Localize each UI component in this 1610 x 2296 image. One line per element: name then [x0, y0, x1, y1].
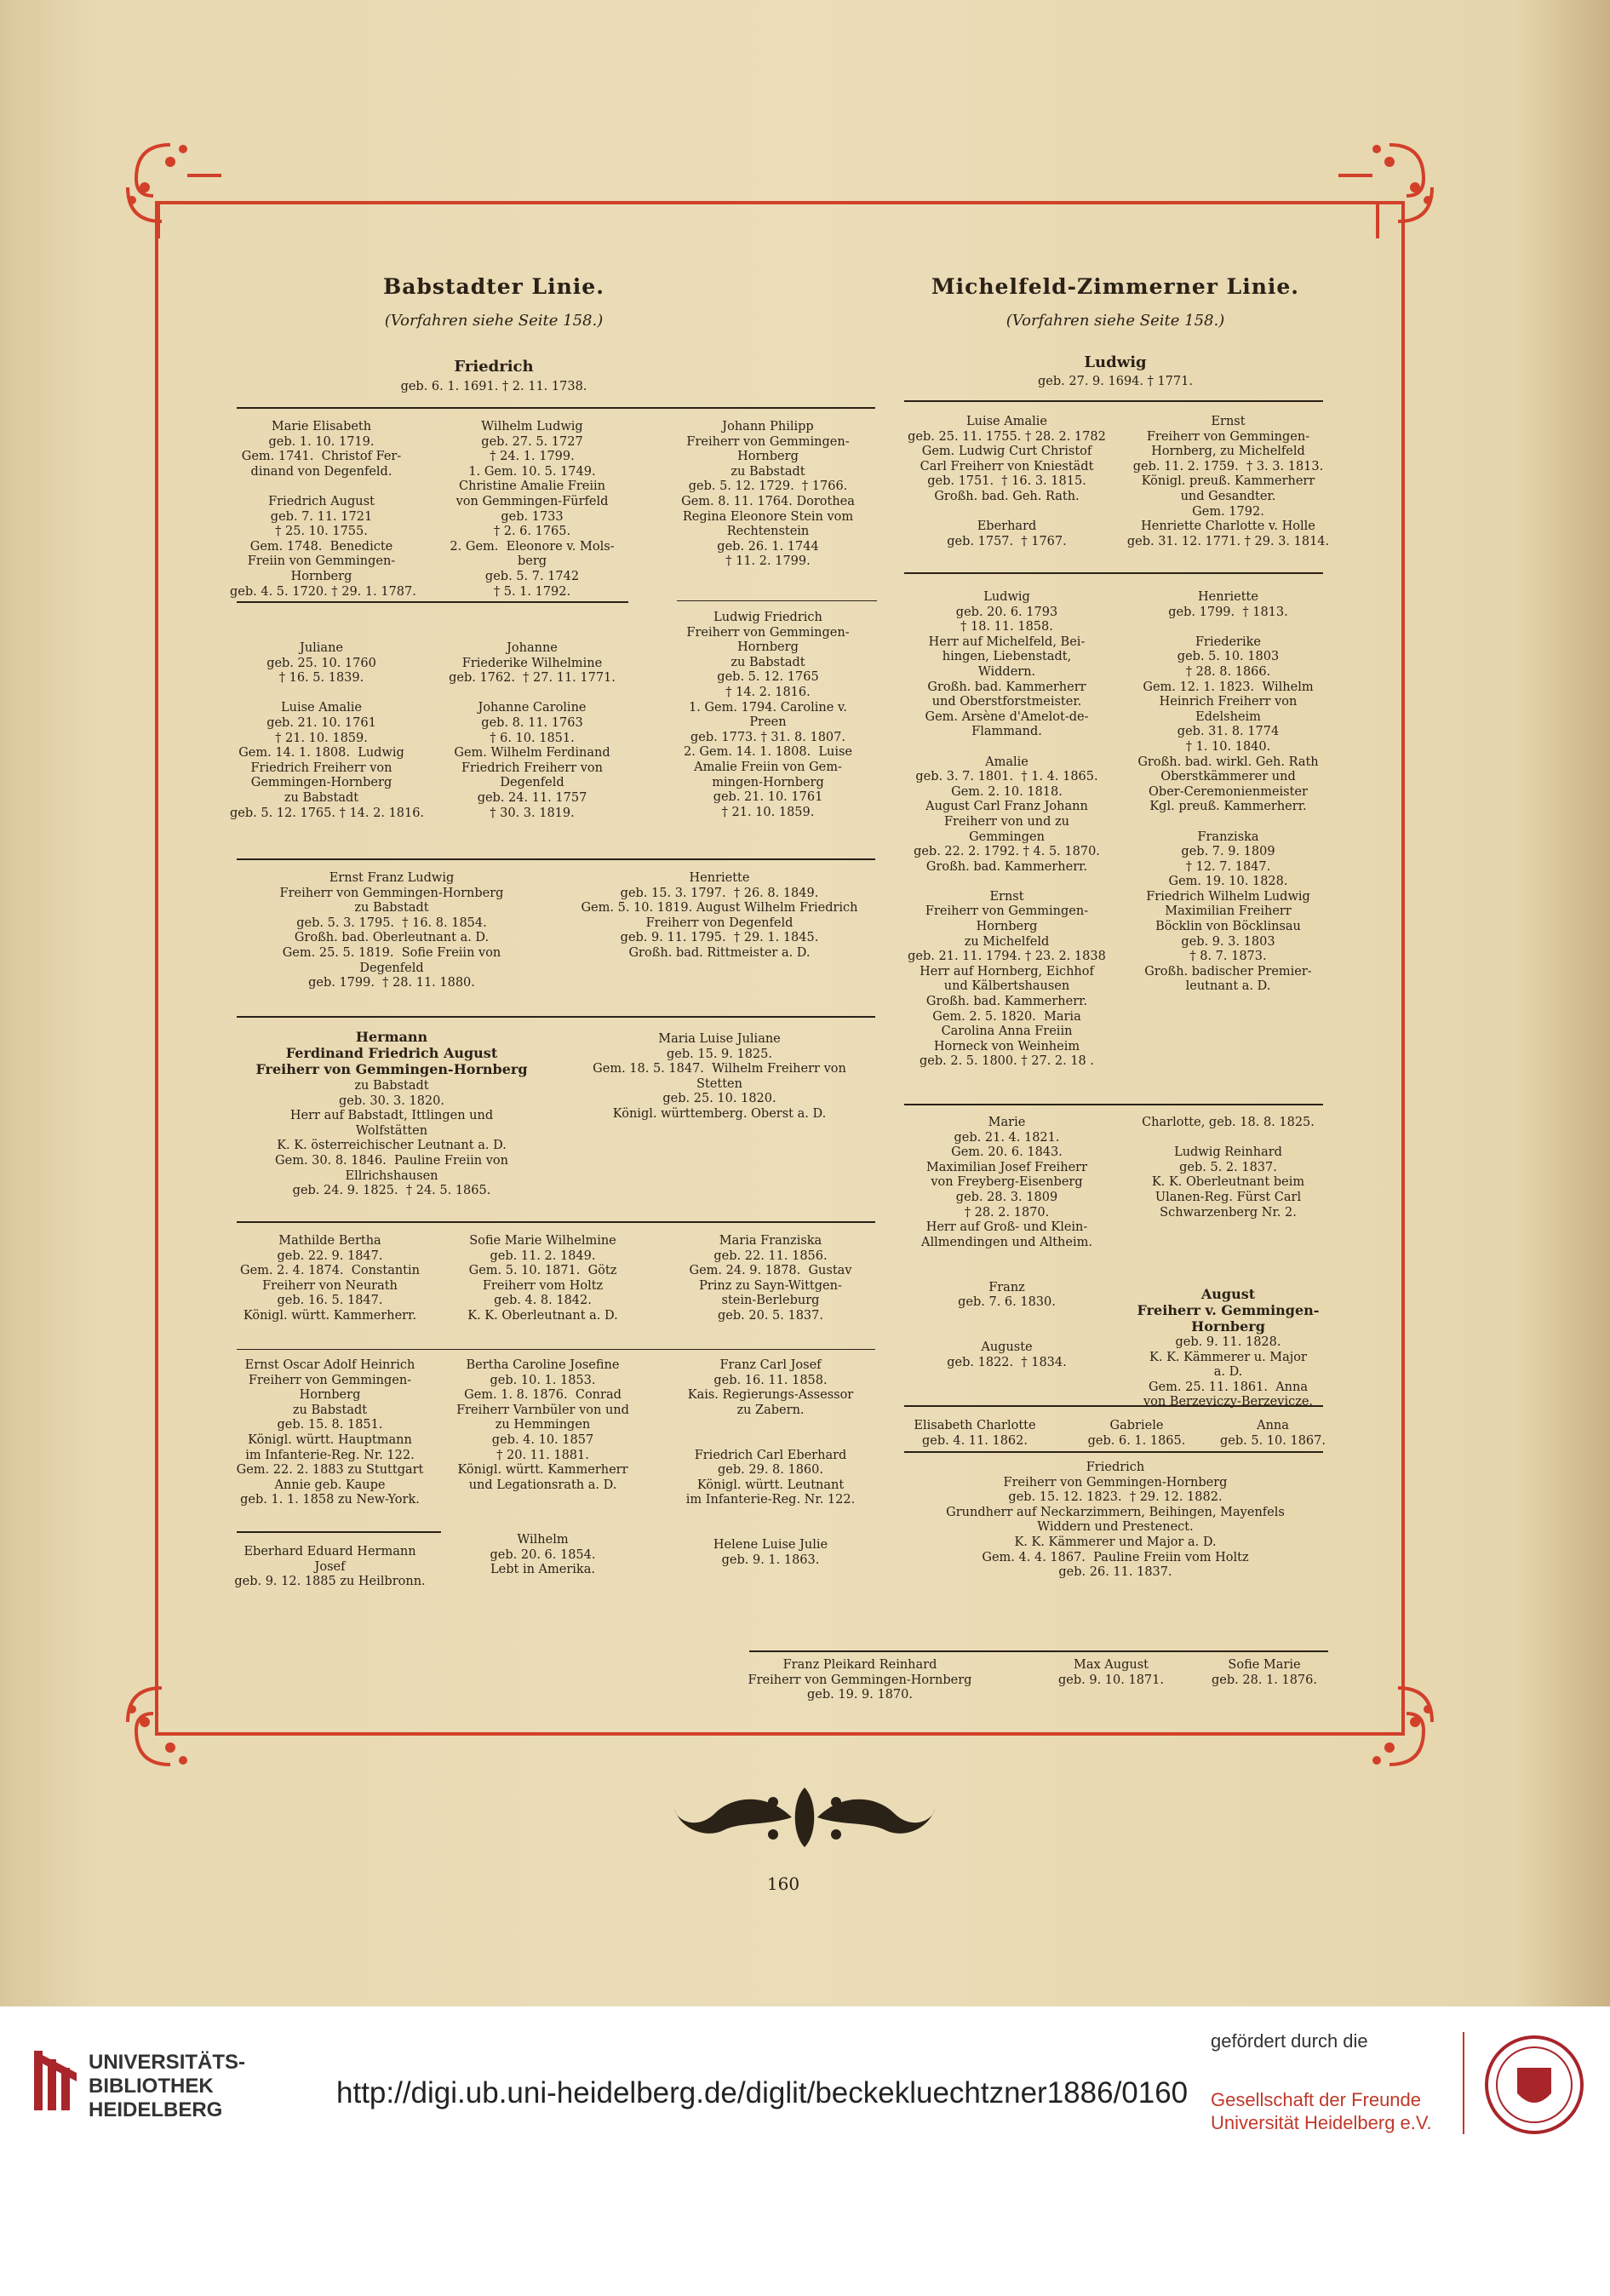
- divider: [1463, 2032, 1464, 2134]
- corner-ornament-icon: [1338, 1671, 1441, 1773]
- right-august-name: August Freiherr v. Gemmingen- Hornberg: [1137, 1286, 1320, 1335]
- right-c4-col2: Gabriele geb. 6. 1. 1865.: [1087, 1419, 1186, 1448]
- left-b7-col2: Wilhelm geb. 20. 6. 1854. Lebt in Amerika.: [490, 1533, 596, 1577]
- divider: [237, 858, 875, 860]
- left-b1-col1: Marie Elisabeth geb. 1. 10. 1719. Gem. 1741. Christof Fer- dinand von Degenfeld. Friedrich August geb. 7. 11. 1721 † 25. 10. 1755. Gem. 1748. Benedicte Freiin von Gemmingen- Hornberg geb. 4. 5. 1720. † 29. 1. 1787.: [230, 420, 416, 599]
- divider: [237, 1531, 441, 1533]
- divider: [904, 572, 1323, 574]
- right-c3-col1: Marie geb. 21. 4. 1821. Gem. 20. 6. 1843. Maximilian Josef Freiherr von Freyberg-Eisenberg geb. 28. 3. 1809 † 28. 2. 1870. Herr auf Groß- und Klein- Allmendingen und Altheim. Franz geb. 7. 6. 1830. Auguste geb. 1822. † 1834.: [921, 1116, 1092, 1369]
- right-c3-col2: Charlotte, geb. 18. 8. 1825. Ludwig Reinhard geb. 5. 2. 1837. K. K. Oberleutnant beim Ulanen-Reg. Fürst Carl Schwarzenberg Nr. 2.: [1142, 1116, 1315, 1220]
- left-b2-col2: Johanne Friederike Wilhelmine geb. 1762. † 27. 11. 1771. Johanne Caroline geb. 8. 11. 1763 † 6. 10. 1851. Gem. Wilhelm Ferdinand Friedrich Freiherr von Degenfeld geb. 24. 11. 1757 † 30. 3. 1819.: [449, 641, 616, 820]
- corner-ornament-icon: [119, 1671, 221, 1773]
- divider: [237, 1221, 875, 1223]
- right-c2-col2: Henriette geb. 1799. † 1813. Friederike geb. 5. 10. 1803 † 28. 8. 1866. Gem. 12. 1. 1823. Wilhelm Heinrich Freiherr von Edelsheim geb. 31. 8. 1774 † 1. 10. 1840. Großh. bad. wirkl. Geh. Rath Oberstkämmerer und Ober-Ceremonienmeister Kgl. preuß. Kammerherr. Franziska geb. 7. 9. 1809 † 12. 7. 1847. Gem. 19. 10. 1828. Friedrich Wilhelm Ludwig Maximilian Freiherr Böcklin von Böcklinsau geb. 9. 3. 1803 † 8. 7. 1873. Großh. badischer Premier- leutnant a. D.: [1137, 590, 1319, 994]
- left-b2-col3: Ludwig Friedrich Freiherr von Gemmingen- Hornberg zu Babstadt geb. 5. 12. 1765 † 14. 2. 1816. 1. Gem. 1794. Caroline v. Preen geb. 1773. † 31. 8. 1807. 2. Gem. 14. 1. 1808. Luise Amalie Freiin von Gem- mingen-Hornberg geb. 21. 10. 1761 † 21. 10. 1859.: [683, 611, 853, 819]
- corner-ornament-icon: [1338, 136, 1441, 238]
- right-c6-col3: Sofie Marie geb. 28. 1. 1876.: [1212, 1658, 1317, 1687]
- left-root-name: Friedrich: [454, 358, 534, 376]
- left-b5-col3: Maria Franziska geb. 22. 11. 1856. Gem. 24. 9. 1878. Gustav Prinz zu Sayn-Wittgen- stein-Berleburg geb. 20. 5. 1837.: [689, 1234, 852, 1323]
- divider: [237, 1349, 875, 1350]
- left-b7-col3: Helene Luise Julie geb. 9. 1. 1863.: [713, 1538, 828, 1567]
- left-line-subtitle: (Vorfahren siehe Seite 158.): [384, 312, 604, 330]
- right-c2-col1: Ludwig geb. 20. 6. 1793 † 18. 11. 1858. Herr auf Michelfeld, Bei- hingen, Liebenstadt, Widdern. Großh. bad. Kammerherr und Oberstforstmeister. Gem. Arsène d'Amelot-de- Flammand. Amalie geb. 3. 7. 1801. † 1. 4. 1865. Gem. 2. 10. 1818. August Carl Franz Johann Freiherr von und zu Gemmingen geb. 22. 2. 1792. † 4. 5. 1870. Großh. bad. Kammerherr. Ernst Freiherr von Gemmingen- Hornberg zu Michelfeld geb. 21. 11. 1794. † 23. 2. 1838 Herr auf Hornberg, Eichhof und Kälbertshausen Großh. bad. Kammerherr. Gem. 2. 5. 1820. Maria Carolina Anna Freiin Horneck von Weinheim geb. 2. 5. 1800. † 27. 2. 18 .: [908, 590, 1106, 1069]
- library-name: UNIVERSITÄTS- BIBLIOTHEK HEIDELBERG: [89, 2051, 246, 2121]
- left-b6-col3: Franz Carl Josef geb. 16. 11. 1858. Kais. Regierungs-Assessor zu Zabern. Friedrich Carl Eberhard geb. 29. 8. 1860. Königl. württ. Leutnant im Infanterie-Reg. Nr. 122.: [685, 1358, 856, 1507]
- right-c4-col1: Elisabeth Charlotte geb. 4. 11. 1862.: [914, 1419, 1036, 1448]
- left-b1-col3: Johann Philipp Freiherr von Gemmingen- Hornberg zu Babstadt geb. 5. 12. 1729. † 1766. Gem. 8. 11. 1764. Dorothea Regina Eleonore Stein vom Rechtenstein geb. 26. 1. 1744 † 11. 2. 1799.: [681, 420, 855, 569]
- corner-ornament-icon: [119, 136, 221, 238]
- left-b1-col2: Wilhelm Ludwig geb. 27. 5. 1727 † 24. 1. 1799. 1. Gem. 10. 5. 1749. Christine Amalie Freiin von Gemmingen-Fürfeld geb. 1733 † 2. 6. 1765. 2. Gem. Eleonore v. Mols- berg geb. 5. 7. 1742 † 5. 1. 1792.: [450, 420, 615, 599]
- divider: [237, 407, 875, 409]
- divider: [904, 1405, 1323, 1407]
- divider: [904, 1451, 1323, 1453]
- divider: [749, 1650, 1328, 1652]
- divider: [904, 400, 1323, 402]
- divider: [677, 600, 877, 601]
- library-logo-icon: [31, 2047, 80, 2114]
- left-b3-col1: Ernst Franz Ludwig Freiherr von Gemmingen-Hornberg zu Babstadt geb. 5. 3. 1795. † 16. 8. 1854. Großh. bad. Oberleutnant a. D. Gem. 25. 5. 1819. Sofie Freiin von Degenfeld geb. 1799. † 28. 11. 1880.: [279, 871, 504, 990]
- right-august-text: geb. 9. 11. 1828. K. K. Kämmerer u. Major a. D. Gem. 25. 11. 1861. Anna von Berzeviczy-Berzevicze.: [1143, 1335, 1314, 1409]
- left-root-dates: geb. 6. 1. 1691. † 2. 11. 1738.: [400, 380, 587, 393]
- source-url-link[interactable]: http://digi.ub.uni-heidelberg.de/diglit/beckekluechtzner1886/0160: [336, 2076, 1189, 2109]
- left-b6-col2: Bertha Caroline Josefine geb. 10. 1. 1853. Gem. 1. 8. 1876. Conrad Freiherr Varnbüler von und zu Hemmingen geb. 4. 10. 1857 † 20. 11. 1881. Königl. württ. Kammerherr und Legationsrath a. D.: [456, 1358, 629, 1492]
- right-root-dates: geb. 27. 9. 1694. † 1771.: [1038, 375, 1193, 388]
- divider: [904, 1104, 1323, 1105]
- right-c1-col1: Luise Amalie geb. 25. 11. 1755. † 28. 2. 1782 Gem. Ludwig Curt Christof Carl Freiherr von Kniestädt geb. 1751. † 16. 3. 1815. Großh. bad. Geh. Rath. Eberhard geb. 1757. † 1767.: [908, 415, 1106, 548]
- divider: [237, 601, 628, 603]
- left-b4-name: Hermann Ferdinand Friedrich August Freiherr von Gemmingen-Hornberg: [255, 1029, 528, 1077]
- left-b2-col1: Juliane geb. 25. 10. 1760 † 16. 5. 1839. Luise Amalie geb. 21. 10. 1761 † 21. 10. 1859. Gem. 14. 1. 1808. Ludwig Friedrich Freiherr von Gemmingen-Hornberg zu Babstadt geb. 5. 12. 1765. † 14. 2. 1816.: [230, 641, 425, 820]
- vignette-ornament-icon: [673, 1783, 937, 1851]
- left-b4-col1: zu Babstadt geb. 30. 3. 1820. Herr auf Babstadt, Ittlingen und Wolfstätten K. K. österreichischer Leutnant a. D. Gem. 30. 8. 1846. Pauline Freiin von Ellrichshausen geb. 24. 9. 1825. † 24. 5. 1865.: [275, 1079, 508, 1198]
- university-seal-icon: [1483, 2034, 1585, 2136]
- right-c1-col2: Ernst Freiherr von Gemmingen- Hornberg, zu Michelfeld geb. 11. 2. 1759. † 3. 3. 1813. Königl. preuß. Kammerherr und Gesandter. Gem. 1792. Henriette Charlotte v. Holle geb. 31. 12. 1771. † 29. 3. 1814.: [1126, 415, 1330, 548]
- left-b3-col2: Henriette geb. 15. 3. 1797. † 26. 8. 1849. Gem. 5. 10. 1819. August Wilhelm Friedrich Freiherr von Degenfeld geb. 9. 11. 1795. † 29. 1. 1845. Großh. bad. Rittmeister a. D.: [581, 871, 858, 960]
- left-b7-col1: Eberhard Eduard Hermann Josef geb. 9. 12. 1885 zu Heilbronn.: [234, 1545, 426, 1589]
- right-root-name: Ludwig: [1084, 353, 1147, 371]
- right-line-title: Michelfeld-Zimmerner Linie.: [931, 274, 1300, 299]
- left-line-title: Babstadter Linie.: [383, 274, 604, 299]
- digitization-footer: [0, 2006, 1610, 2296]
- right-c4-col3: Anna geb. 5. 10. 1867.: [1220, 1419, 1326, 1448]
- funded-by-label: gefördert durch die: [1211, 2030, 1368, 2052]
- page-number: 160: [766, 1874, 800, 1894]
- right-c6-col1: Franz Pleikard Reinhard Freiherr von Gemmingen-Hornberg geb. 19. 9. 1870.: [748, 1658, 972, 1702]
- divider: [237, 1016, 875, 1018]
- society-name: Gesellschaft der Freunde Universität Heidelberg e.V.: [1211, 2089, 1432, 2133]
- left-b5-col2: Sofie Marie Wilhelmine geb. 11. 2. 1849. Gem. 5. 10. 1871. Götz Freiherr vom Holtz geb. 4. 8. 1842. K. K. Oberleutnant a. D.: [467, 1234, 618, 1323]
- right-c6-col2: Max August geb. 9. 10. 1871.: [1058, 1658, 1164, 1687]
- left-b4-col2: Maria Luise Juliane geb. 15. 9. 1825. Gem. 18. 5. 1847. Wilhelm Freiherr von Stetten geb. 25. 10. 1820. Königl. württemberg. Oberst a. D.: [593, 1032, 846, 1121]
- left-b6-col1: Ernst Oscar Adolf Heinrich Freiherr von Gemmingen- Hornberg zu Babstadt geb. 15. 8. 1851. Königl. württ. Hauptmann im Infanterie-Reg. Nr. 122. Gem. 22. 2. 1883 zu Stuttgart Annie geb. Kaupe geb. 1. 1. 1858 zu New-York.: [236, 1358, 424, 1507]
- right-line-subtitle: (Vorfahren siehe Seite 158.): [1006, 312, 1225, 330]
- left-b5-col1: Mathilde Bertha geb. 22. 9. 1847. Gem. 2. 4. 1874. Constantin Freiherr von Neurath geb. 16. 5. 1847. Königl. württ. Kammerherr.: [240, 1234, 420, 1323]
- right-c5: Friedrich Freiherr von Gemmingen-Hornberg geb. 15. 12. 1823. † 29. 12. 1882. Grundherr auf Neckarzimmern, Beihingen, Mayenfels Widdern und Prestenect. K. K. Kämmerer und Major a. D. Gem. 4. 4. 1867. Pauline Freiin vom Holtz geb. 26. 11. 1837.: [946, 1461, 1285, 1580]
